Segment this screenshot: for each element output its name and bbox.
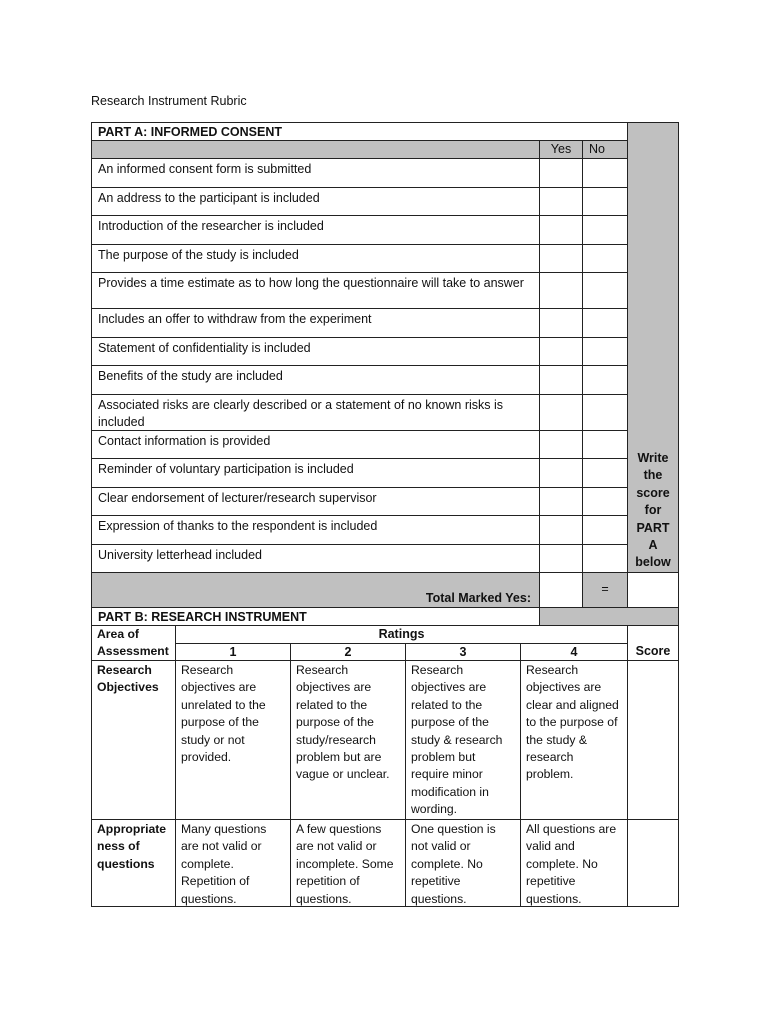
checklist-item-label: Provides a time estimate as to how long the questionnaire will take to answer bbox=[91, 272, 540, 309]
rubric-descriptor: All questions are valid and complete. No repetitive questions. bbox=[520, 819, 628, 907]
yes-checkbox-cell[interactable] bbox=[539, 458, 583, 488]
checklist-item-label: Clear endorsement of lecturer/research supervisor bbox=[91, 487, 540, 516]
no-checkbox-cell[interactable] bbox=[582, 394, 628, 431]
no-checkbox-cell[interactable] bbox=[582, 187, 628, 216]
rubric-descriptor: Many questions are not valid or complete. Repetition of questions. bbox=[175, 819, 291, 907]
checklist-item-label: Benefits of the study are included bbox=[91, 365, 540, 395]
total-row bbox=[91, 572, 540, 608]
yes-checkbox-cell[interactable] bbox=[539, 544, 583, 574]
area-research-objectives: Research Objectives bbox=[91, 660, 176, 820]
checklist-item-label: An address to the participant is included bbox=[91, 187, 540, 216]
checklist-item-label: An informed consent form is submitted bbox=[91, 158, 540, 188]
rubric-descriptor: One question is not valid or complete. No repetitive questions. bbox=[405, 819, 521, 907]
yes-checkbox-cell[interactable] bbox=[539, 365, 583, 395]
total-label: Total Marked Yes: bbox=[425, 591, 531, 605]
no-checkbox-cell[interactable] bbox=[582, 272, 628, 309]
no-checkbox-cell[interactable] bbox=[582, 515, 628, 545]
checklist-item-label: Contact information is provided bbox=[91, 430, 540, 459]
score-note-line: below bbox=[635, 555, 671, 570]
yes-checkbox-cell[interactable] bbox=[539, 158, 583, 188]
area-of-assessment-header: Area of Assessment bbox=[91, 625, 176, 661]
score-note-line: the bbox=[643, 468, 663, 483]
score-note-line: A bbox=[648, 538, 658, 553]
checklist-item-label: Introduction of the researcher is included bbox=[91, 215, 540, 245]
ratings-header: Ratings bbox=[175, 625, 628, 644]
yes-checkbox-cell[interactable] bbox=[539, 337, 583, 366]
score-note-line: score bbox=[636, 485, 670, 500]
checklist-item-label: Includes an offer to withdraw from the experiment bbox=[91, 308, 540, 338]
no-checkbox-cell[interactable] bbox=[582, 158, 628, 188]
no-checkbox-cell[interactable] bbox=[582, 337, 628, 366]
area-appropriateness-of-questions: Appropriate ness of questions bbox=[91, 819, 176, 907]
score-note-line: PART bbox=[636, 520, 670, 535]
checklist-item-label: Statement of confidentiality is included bbox=[91, 337, 540, 366]
rating-level-3: 3 bbox=[405, 643, 521, 661]
no-checkbox-cell[interactable] bbox=[582, 458, 628, 488]
yes-checkbox-cell[interactable] bbox=[539, 272, 583, 309]
no-column-header bbox=[582, 140, 628, 159]
checklist-item-label: The purpose of the study is included bbox=[91, 244, 540, 273]
score-header-label: Score bbox=[635, 644, 671, 658]
part-a-heading: PART A: INFORMED CONSENT bbox=[91, 122, 628, 141]
rating-level-2: 2 bbox=[290, 643, 406, 661]
score-note-line: for bbox=[644, 503, 662, 518]
total-yes-input[interactable] bbox=[539, 572, 583, 608]
checklist-item-label: University letterhead included bbox=[91, 544, 540, 574]
no-checkbox-cell[interactable] bbox=[582, 544, 628, 574]
rubric-descriptor: A few questions are not valid or incomplete. Some repetition of questions. bbox=[290, 819, 406, 907]
no-checkbox-cell[interactable] bbox=[582, 365, 628, 395]
yes-checkbox-cell[interactable] bbox=[539, 394, 583, 431]
score-note-line: Write bbox=[637, 451, 669, 465]
rating-level-4: 4 bbox=[520, 643, 628, 661]
rating-level-1: 1 bbox=[175, 643, 291, 661]
part-b-heading: PART B: RESEARCH INSTRUMENT bbox=[91, 607, 540, 626]
no-checkbox-cell[interactable] bbox=[582, 244, 628, 273]
yes-checkbox-cell[interactable] bbox=[539, 487, 583, 516]
equals-sign: = bbox=[601, 582, 609, 596]
rubric-descriptor: Research objectives are related to the purpose of the study/research problem but are vague or unclear. bbox=[290, 660, 406, 820]
yes-checkbox-cell[interactable] bbox=[539, 244, 583, 273]
part-b-heading-filler bbox=[539, 607, 679, 626]
part-a-header-blank bbox=[91, 140, 540, 159]
part-a-score-note bbox=[627, 450, 679, 572]
document-title: Research Instrument Rubric bbox=[91, 94, 247, 108]
no-column-label: No bbox=[589, 142, 605, 156]
equals-cell bbox=[582, 572, 628, 608]
no-checkbox-cell[interactable] bbox=[582, 430, 628, 459]
score-header bbox=[627, 625, 679, 661]
rubric-descriptor: Research objectives are clear and aligned to the purpose of the study & research problem. bbox=[520, 660, 628, 820]
part-a-score-input[interactable] bbox=[627, 572, 679, 608]
yes-column-header: Yes bbox=[539, 140, 583, 159]
yes-checkbox-cell[interactable] bbox=[539, 215, 583, 245]
checklist-item-label: Reminder of voluntary participation is included bbox=[91, 458, 540, 488]
checklist-item-label: Expression of thanks to the respondent is included bbox=[91, 515, 540, 545]
no-checkbox-cell[interactable] bbox=[582, 487, 628, 516]
rubric-descriptor: Research objectives are unrelated to the purpose of the study or not provided. bbox=[175, 660, 291, 820]
yes-checkbox-cell[interactable] bbox=[539, 187, 583, 216]
score-input-appropriateness[interactable] bbox=[627, 819, 679, 907]
rubric-descriptor: Research objectives are related to the purpose of the study & research problem but require minor modification in wording. bbox=[405, 660, 521, 820]
no-checkbox-cell[interactable] bbox=[582, 308, 628, 338]
no-checkbox-cell[interactable] bbox=[582, 215, 628, 245]
yes-checkbox-cell[interactable] bbox=[539, 308, 583, 338]
score-input-research-objectives[interactable] bbox=[627, 660, 679, 820]
checklist-item-label: Associated risks are clearly described or a statement of no known risks is included bbox=[91, 394, 540, 431]
yes-checkbox-cell[interactable] bbox=[539, 430, 583, 459]
yes-checkbox-cell[interactable] bbox=[539, 515, 583, 545]
